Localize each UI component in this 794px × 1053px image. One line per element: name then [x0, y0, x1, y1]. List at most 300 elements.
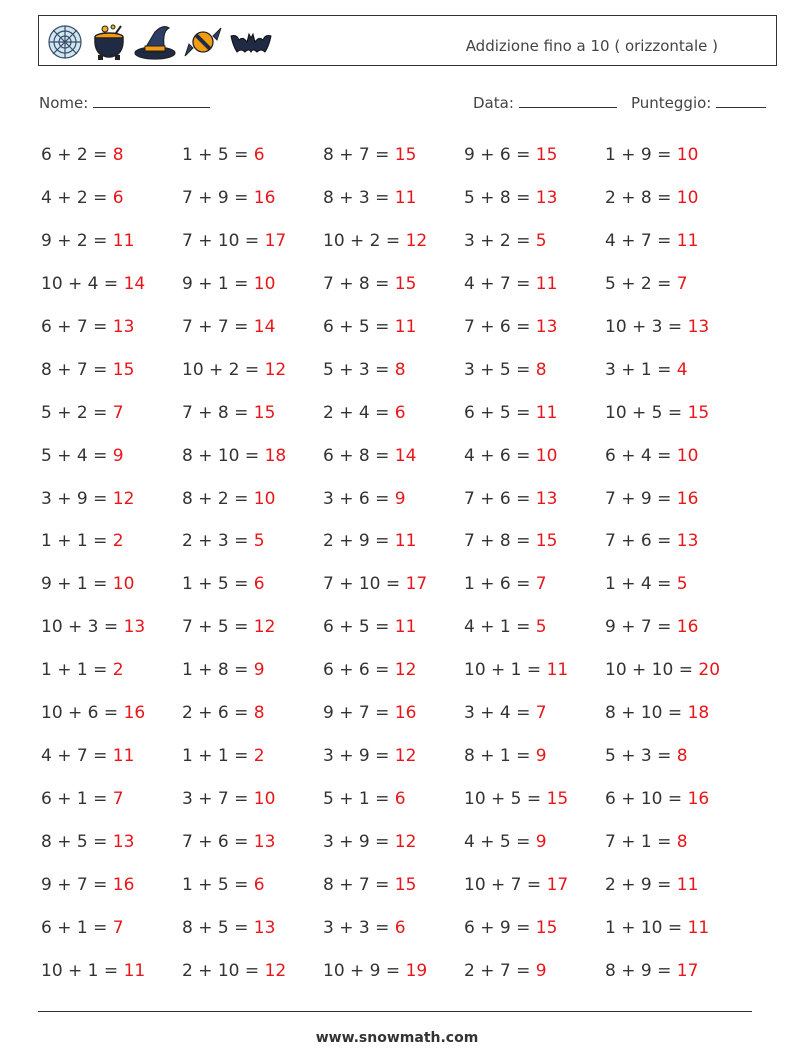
problem-item	[464, 398, 605, 441]
problem-answer: 15	[394, 145, 417, 165]
problem-equation: 9 + 2 =	[41, 230, 113, 251]
problem-equation: 7 + 6 =	[182, 832, 254, 852]
problem-equation: 6 + 5 =	[323, 316, 395, 337]
problem-answer: 9	[394, 488, 406, 509]
problem-item	[323, 484, 464, 527]
problem-item	[41, 612, 182, 655]
problem-item	[182, 355, 323, 398]
problem-equation: 4 + 7 =	[605, 230, 677, 251]
problem-item	[182, 741, 323, 784]
problem-item	[464, 956, 605, 999]
problem-equation: 8 + 5 =	[41, 832, 113, 852]
problem-item	[605, 870, 746, 913]
problem-equation: 1 + 6 =	[464, 574, 536, 595]
problem-equation: 10 + 6 =	[41, 703, 124, 724]
date-label: Data:	[473, 94, 514, 112]
problem-answer: 14	[253, 316, 276, 337]
problem-answer: 9	[535, 832, 547, 852]
problem-item	[605, 140, 746, 183]
problem-equation: 3 + 6 =	[323, 488, 395, 509]
bat-icon	[229, 22, 273, 62]
problem-answer: 10	[676, 445, 699, 466]
worksheet-header	[38, 15, 777, 66]
problem-equation: 7 + 8 =	[323, 273, 395, 294]
problem-answer: 16	[394, 703, 417, 724]
problem-item	[182, 312, 323, 355]
problem-answer: 11	[394, 316, 417, 337]
problem-grid	[41, 140, 746, 999]
problem-item	[323, 526, 464, 569]
problem-answer: 14	[123, 273, 146, 294]
problem-equation: 6 + 2 =	[41, 145, 113, 165]
problem-equation: 8 + 7 =	[41, 359, 113, 380]
problem-answer: 13	[676, 531, 699, 552]
problem-item	[605, 269, 746, 312]
problem-equation: 10 + 1 =	[464, 660, 547, 681]
problem-answer: 16	[676, 488, 699, 509]
problem-item	[464, 569, 605, 612]
problem-answer: 7	[535, 703, 547, 724]
problem-equation: 4 + 2 =	[41, 187, 113, 208]
problem-item	[323, 827, 464, 870]
problem-equation: 2 + 7 =	[464, 960, 536, 981]
problem-item	[41, 741, 182, 784]
problem-answer: 16	[112, 874, 135, 895]
problem-answer: 11	[676, 874, 699, 895]
problem-equation: 6 + 9 =	[464, 917, 536, 938]
problem-item	[605, 655, 746, 698]
problem-item	[605, 827, 746, 870]
problem-answer: 6	[253, 874, 265, 895]
problem-item	[464, 698, 605, 741]
problem-item	[323, 698, 464, 741]
problem-equation: 2 + 9 =	[605, 874, 677, 895]
problem-equation: 8 + 2 =	[182, 488, 254, 509]
problem-answer: 11	[535, 273, 558, 294]
problem-answer: 8	[535, 359, 547, 380]
problem-equation: 7 + 8 =	[464, 531, 536, 552]
problem-answer: 10	[676, 145, 699, 165]
header-icons	[45, 22, 273, 62]
problem-equation: 5 + 3 =	[605, 746, 677, 767]
problem-item	[41, 569, 182, 612]
problem-answer: 16	[253, 187, 276, 208]
problem-answer: 17	[405, 574, 428, 595]
problem-equation: 8 + 10 =	[182, 445, 265, 466]
problem-answer: 7	[112, 789, 124, 810]
problem-item	[41, 355, 182, 398]
problem-answer: 11	[687, 917, 710, 938]
witch-hat-icon	[133, 22, 177, 62]
problem-answer: 11	[112, 230, 135, 251]
footer-divider	[38, 1011, 752, 1012]
problem-answer: 12	[264, 960, 287, 981]
problem-answer: 10	[112, 574, 135, 595]
problem-equation: 1 + 9 =	[605, 145, 677, 165]
problem-item	[605, 441, 746, 484]
problem-item	[605, 698, 746, 741]
problem-item	[464, 312, 605, 355]
problem-answer: 2	[112, 660, 124, 681]
problem-equation: 6 + 5 =	[323, 617, 395, 638]
problem-answer: 8	[676, 832, 688, 852]
problem-answer: 12	[112, 488, 135, 509]
problem-equation: 3 + 9 =	[323, 746, 395, 767]
problem-item	[182, 612, 323, 655]
problem-item	[464, 655, 605, 698]
problem-answer: 10	[535, 445, 558, 466]
problem-item	[464, 741, 605, 784]
problem-item	[41, 956, 182, 999]
problem-answer: 9	[535, 960, 547, 981]
problem-item	[323, 870, 464, 913]
problem-answer: 12	[394, 660, 417, 681]
problem-equation: 3 + 5 =	[464, 359, 536, 380]
problem-item	[182, 698, 323, 741]
problem-equation: 8 + 1 =	[464, 746, 536, 767]
problem-equation: 8 + 7 =	[323, 874, 395, 895]
problem-answer: 11	[394, 187, 417, 208]
problem-equation: 6 + 7 =	[41, 316, 113, 337]
problem-item	[605, 784, 746, 827]
problem-item	[41, 226, 182, 269]
problem-item	[605, 741, 746, 784]
problem-answer: 17	[676, 960, 699, 981]
problem-equation: 10 + 1 =	[41, 960, 124, 981]
problem-item	[182, 183, 323, 226]
problem-item	[182, 913, 323, 956]
problem-equation: 9 + 7 =	[323, 703, 395, 724]
problem-equation: 7 + 10 =	[182, 230, 265, 251]
problem-equation: 7 + 1 =	[605, 832, 677, 852]
problem-item	[41, 870, 182, 913]
problem-equation: 10 + 3 =	[605, 316, 688, 337]
problem-answer: 15	[546, 789, 569, 810]
problem-answer: 11	[546, 660, 569, 681]
problem-item	[182, 484, 323, 527]
problem-equation: 5 + 3 =	[323, 359, 395, 380]
problem-equation: 4 + 5 =	[464, 832, 536, 852]
problem-answer: 11	[394, 617, 417, 638]
problem-item	[464, 526, 605, 569]
problem-item	[605, 569, 746, 612]
problem-answer: 13	[535, 316, 558, 337]
date-blank[interactable]	[519, 93, 617, 108]
problem-answer: 9	[112, 445, 124, 466]
problem-item	[323, 398, 464, 441]
problem-item	[464, 913, 605, 956]
problem-equation: 3 + 9 =	[323, 832, 395, 852]
problem-answer: 19	[405, 960, 428, 981]
problem-equation: 1 + 1 =	[41, 531, 113, 552]
problem-item	[182, 655, 323, 698]
problem-item	[323, 441, 464, 484]
problem-item	[41, 269, 182, 312]
problem-answer: 16	[687, 789, 710, 810]
problem-item	[464, 226, 605, 269]
problem-item	[464, 612, 605, 655]
problem-equation: 6 + 6 =	[323, 660, 395, 681]
problem-item	[605, 484, 746, 527]
problem-equation: 1 + 4 =	[605, 574, 677, 595]
problem-equation: 2 + 9 =	[323, 531, 395, 552]
problem-answer: 15	[394, 273, 417, 294]
problem-item	[41, 183, 182, 226]
problem-item	[182, 441, 323, 484]
problem-answer: 12	[394, 746, 417, 767]
name-field[interactable]	[39, 93, 210, 112]
problem-equation: 8 + 5 =	[182, 917, 254, 938]
problem-answer: 13	[123, 617, 146, 638]
problem-equation: 7 + 6 =	[464, 316, 536, 337]
problem-answer: 7	[112, 917, 124, 938]
problem-answer: 10	[253, 488, 276, 509]
problem-item	[605, 612, 746, 655]
problem-item	[41, 140, 182, 183]
problem-item	[41, 913, 182, 956]
candy-icon	[181, 22, 225, 62]
problem-answer: 13	[687, 316, 710, 337]
problem-answer: 8	[253, 703, 265, 724]
problem-equation: 1 + 5 =	[182, 145, 254, 165]
problem-equation: 3 + 3 =	[323, 917, 395, 938]
problem-item	[323, 913, 464, 956]
problem-equation: 3 + 9 =	[41, 488, 113, 509]
problem-answer: 15	[687, 402, 710, 423]
problem-item	[41, 698, 182, 741]
problem-item	[605, 183, 746, 226]
problem-equation: 10 + 5 =	[464, 789, 547, 810]
problem-item	[323, 655, 464, 698]
problem-equation: 9 + 1 =	[41, 574, 113, 595]
problem-item	[323, 569, 464, 612]
problem-equation: 4 + 6 =	[464, 445, 536, 466]
problem-equation: 3 + 4 =	[464, 703, 536, 724]
problem-equation: 9 + 7 =	[605, 617, 677, 638]
problem-equation: 5 + 8 =	[464, 187, 536, 208]
problem-answer: 17	[546, 874, 569, 895]
problem-equation: 3 + 1 =	[605, 359, 677, 380]
problem-answer: 20	[698, 660, 721, 681]
problem-answer: 2	[253, 746, 265, 767]
score-blank[interactable]	[716, 93, 766, 108]
name-blank[interactable]	[93, 93, 210, 108]
problem-equation: 7 + 10 =	[323, 574, 406, 595]
problem-equation: 10 + 3 =	[41, 617, 124, 638]
problem-answer: 12	[264, 359, 287, 380]
problem-answer: 7	[535, 574, 547, 595]
problem-item	[605, 956, 746, 999]
problem-item	[41, 784, 182, 827]
problem-answer: 13	[112, 832, 135, 852]
problem-answer: 10	[253, 273, 276, 294]
problem-answer: 15	[535, 531, 558, 552]
problem-item	[182, 870, 323, 913]
problem-equation: 10 + 7 =	[464, 874, 547, 895]
problem-item	[182, 956, 323, 999]
problem-answer: 11	[123, 960, 146, 981]
problem-answer: 11	[535, 402, 558, 423]
problem-equation: 9 + 6 =	[464, 145, 536, 165]
problem-answer: 12	[394, 832, 417, 852]
problem-item	[41, 827, 182, 870]
problem-equation: 1 + 8 =	[182, 660, 254, 681]
problem-equation: 9 + 7 =	[41, 874, 113, 895]
problem-equation: 7 + 9 =	[182, 187, 254, 208]
score-field[interactable]	[631, 93, 766, 112]
problem-answer: 13	[253, 832, 276, 852]
problem-item	[605, 526, 746, 569]
problem-equation: 5 + 1 =	[323, 789, 395, 810]
problem-item	[464, 355, 605, 398]
problem-equation: 8 + 7 =	[323, 145, 395, 165]
problem-equation: 10 + 10 =	[605, 660, 699, 681]
problem-equation: 3 + 7 =	[182, 789, 254, 810]
problem-answer: 8	[394, 359, 406, 380]
problem-answer: 6	[394, 402, 406, 423]
problem-answer: 17	[264, 230, 287, 251]
problem-answer: 13	[535, 187, 558, 208]
problem-equation: 8 + 3 =	[323, 187, 395, 208]
problem-equation: 2 + 8 =	[605, 187, 677, 208]
problem-equation: 8 + 10 =	[605, 703, 688, 724]
problem-equation: 1 + 5 =	[182, 574, 254, 595]
name-label: Nome:	[39, 94, 89, 112]
problem-answer: 5	[253, 531, 265, 552]
problem-item	[323, 956, 464, 999]
problem-equation: 4 + 7 =	[464, 273, 536, 294]
problem-item	[323, 140, 464, 183]
problem-item	[182, 569, 323, 612]
problem-equation: 7 + 9 =	[605, 488, 677, 509]
problem-answer: 9	[253, 660, 265, 681]
problem-answer: 11	[676, 230, 699, 251]
problem-item	[605, 913, 746, 956]
problem-equation: 6 + 4 =	[605, 445, 677, 466]
problem-equation: 1 + 1 =	[41, 660, 113, 681]
problem-equation: 7 + 5 =	[182, 617, 254, 638]
problem-answer: 15	[535, 145, 558, 165]
problem-answer: 2	[112, 531, 124, 552]
problem-item	[182, 784, 323, 827]
problem-item	[464, 269, 605, 312]
problem-equation: 5 + 2 =	[41, 402, 113, 423]
problem-item	[464, 784, 605, 827]
problem-item	[464, 827, 605, 870]
problem-answer: 15	[253, 402, 276, 423]
problem-equation: 6 + 1 =	[41, 789, 113, 810]
problem-answer: 5	[535, 230, 547, 251]
problem-item	[464, 183, 605, 226]
problem-equation: 4 + 1 =	[464, 617, 536, 638]
problem-equation: 1 + 1 =	[182, 746, 254, 767]
problem-answer: 7	[676, 273, 688, 294]
problem-answer: 8	[112, 145, 124, 165]
problem-answer: 14	[394, 445, 417, 466]
problem-equation: 10 + 2 =	[323, 230, 406, 251]
problem-answer: 10	[253, 789, 276, 810]
problem-equation: 4 + 7 =	[41, 746, 113, 767]
problem-item	[464, 484, 605, 527]
problem-item	[605, 398, 746, 441]
date-field[interactable]	[473, 93, 617, 112]
problem-equation: 7 + 6 =	[605, 531, 677, 552]
problem-answer: 10	[676, 187, 699, 208]
problem-equation: 3 + 2 =	[464, 230, 536, 251]
spiderweb-icon	[45, 22, 85, 62]
problem-item	[41, 398, 182, 441]
problem-item	[41, 484, 182, 527]
problem-answer: 6	[112, 187, 124, 208]
problem-answer: 15	[535, 917, 558, 938]
problem-item	[41, 312, 182, 355]
footer-url: www.snowmath.com	[315, 1030, 479, 1046]
problem-answer: 11	[394, 531, 417, 552]
problem-equation: 7 + 7 =	[182, 316, 254, 337]
problem-item	[464, 140, 605, 183]
problem-answer: 12	[405, 230, 428, 251]
problem-answer: 4	[676, 359, 688, 380]
problem-item	[182, 827, 323, 870]
problem-equation: 1 + 10 =	[605, 917, 688, 938]
problem-equation: 8 + 9 =	[605, 960, 677, 981]
problem-item	[323, 183, 464, 226]
problem-answer: 9	[535, 746, 547, 767]
problem-item	[323, 612, 464, 655]
problem-answer: 5	[676, 574, 688, 595]
problem-equation: 10 + 2 =	[182, 359, 265, 380]
problem-answer: 5	[535, 617, 547, 638]
problem-answer: 15	[394, 874, 417, 895]
problem-item	[323, 784, 464, 827]
problem-item	[464, 870, 605, 913]
problem-answer: 6	[253, 145, 265, 165]
problem-answer: 15	[112, 359, 135, 380]
problem-item	[605, 226, 746, 269]
problem-equation: 7 + 6 =	[464, 488, 536, 509]
problem-equation: 6 + 10 =	[605, 789, 688, 810]
problem-equation: 6 + 8 =	[323, 445, 395, 466]
problem-item	[182, 226, 323, 269]
problem-equation: 6 + 5 =	[464, 402, 536, 423]
problem-item	[182, 269, 323, 312]
problem-answer: 18	[687, 703, 710, 724]
problem-equation: 2 + 10 =	[182, 960, 265, 981]
problem-item	[605, 355, 746, 398]
score-label: Punteggio:	[631, 94, 712, 112]
problem-item	[182, 398, 323, 441]
problem-equation: 5 + 4 =	[41, 445, 113, 466]
problem-equation: 10 + 4 =	[41, 273, 124, 294]
cauldron-icon	[89, 22, 129, 62]
problem-item	[464, 441, 605, 484]
problem-item	[323, 355, 464, 398]
problem-answer: 12	[253, 617, 276, 638]
problem-answer: 6	[394, 789, 406, 810]
problem-answer: 11	[112, 746, 135, 767]
problem-item	[41, 655, 182, 698]
problem-item	[41, 441, 182, 484]
problem-item	[182, 140, 323, 183]
problem-answer: 8	[676, 746, 688, 767]
problem-answer: 6	[253, 574, 265, 595]
worksheet-title: Addizione fino a 10 ( orizzontale )	[465, 37, 718, 55]
problem-answer: 13	[535, 488, 558, 509]
problem-equation: 1 + 5 =	[182, 874, 254, 895]
problem-equation: 5 + 2 =	[605, 273, 677, 294]
problem-answer: 13	[253, 917, 276, 938]
problem-equation: 7 + 8 =	[182, 402, 254, 423]
